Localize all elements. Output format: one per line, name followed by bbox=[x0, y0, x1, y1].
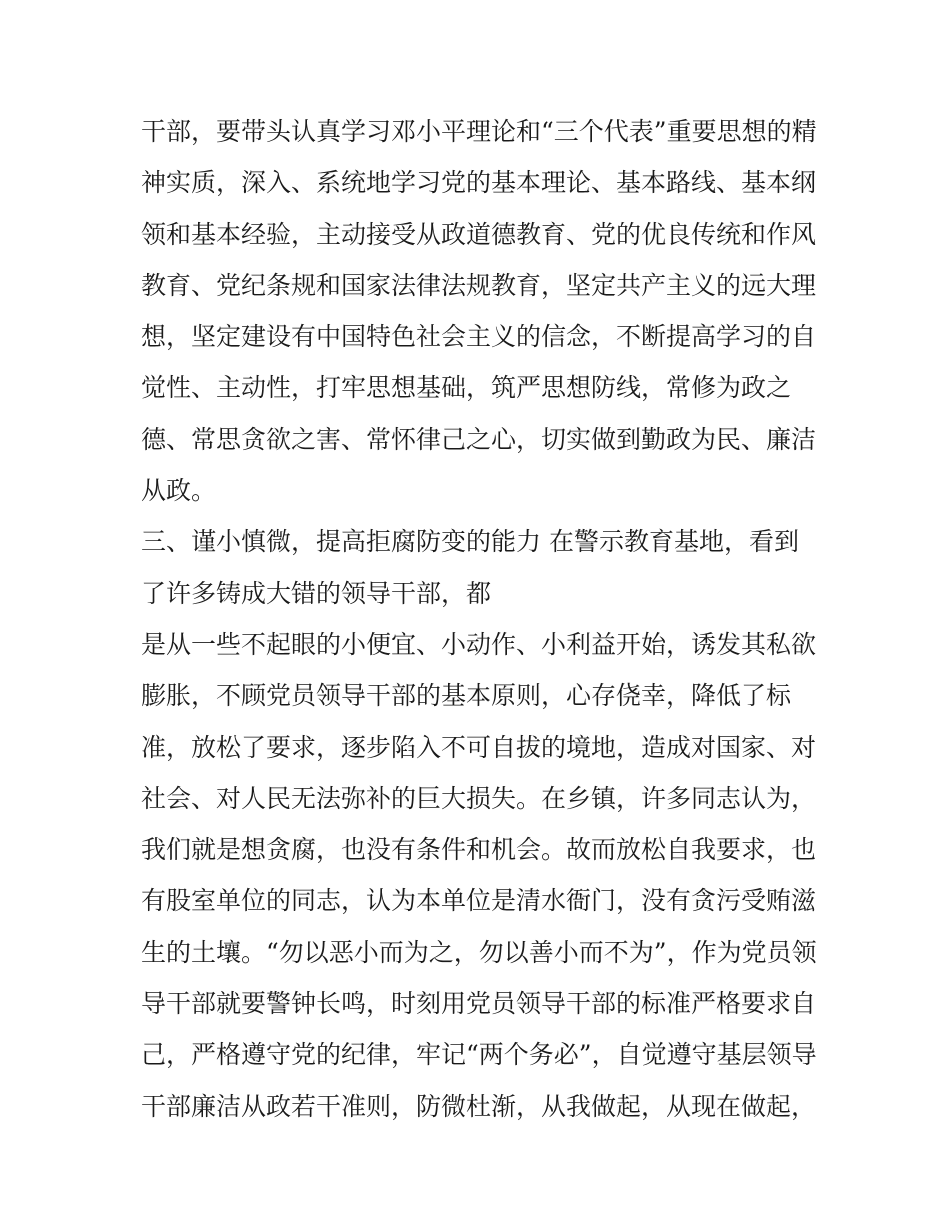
text-line: 我们就是想贪腐，也没有条件和机会。故而放松自我要求，也 bbox=[141, 835, 817, 865]
body-text bbox=[141, 106, 831, 1132]
text-line: 干部廉洁从政若干准则，防微杜渐，从我做起，从现在做起， bbox=[141, 1091, 817, 1121]
text-line: 准，放松了要求，逐步陷入不可自拔的境地，造成对国家、对 bbox=[141, 732, 817, 762]
text-line: 想，坚定建设有中国特色社会主义的信念，不断提高学习的自 bbox=[141, 322, 817, 352]
text-line: 有股室单位的同志，认为本单位是清水衙门，没有贪污受贿滋 bbox=[141, 886, 817, 916]
text-line: 神实质，深入、系统地学习党的基本理论、基本路线、基本纲 bbox=[141, 168, 817, 198]
text-line: 领和基本经验，主动接受从政道德教育、党的优良传统和作风 bbox=[141, 219, 817, 249]
text-line: 生的土壤。“勿以恶小而为之，勿以善小而不为”，作为党员领 bbox=[141, 937, 817, 967]
text-line: 膨胀，不顾党员领导干部的基本原则，心存侥幸，降低了标 bbox=[141, 681, 792, 711]
text-line: 教育、党纪条规和国家法律法规教育，坚定共产主义的远大理 bbox=[141, 270, 817, 300]
text-line: 从政。 bbox=[141, 476, 217, 506]
text-line: 德、常思贪欲之害、常怀律己之心，切实做到勤政为民、廉洁 bbox=[141, 424, 817, 454]
text-line: 社会、对人民无法弥补的巨大损失。在乡镇，许多同志认为， bbox=[141, 783, 817, 813]
text-line: 了许多铸成大错的领导干部，都 bbox=[141, 578, 492, 608]
text-line: 干部，要带头认真学习邓小平理论和“三个代表”重要思想的精 bbox=[141, 117, 817, 146]
text-line: 导干部就要警钟长鸣，时刻用党员领导干部的标准严格要求自 bbox=[141, 989, 817, 1019]
text-line: 己，严格遵守党的纪律，牢记“两个务必”，自觉遵守基层领导 bbox=[141, 1040, 817, 1070]
text-line: 觉性、主动性，打牢思想基础，筑严思想防线，常修为政之 bbox=[141, 373, 792, 403]
section-heading-line: 三、谨小慎微，提高拒腐防变的能力 在警示教育基地，看到 bbox=[141, 527, 799, 557]
text-line: 是从一些不起眼的小便宜、小动作、小利益开始，诱发其私欲 bbox=[141, 629, 817, 659]
